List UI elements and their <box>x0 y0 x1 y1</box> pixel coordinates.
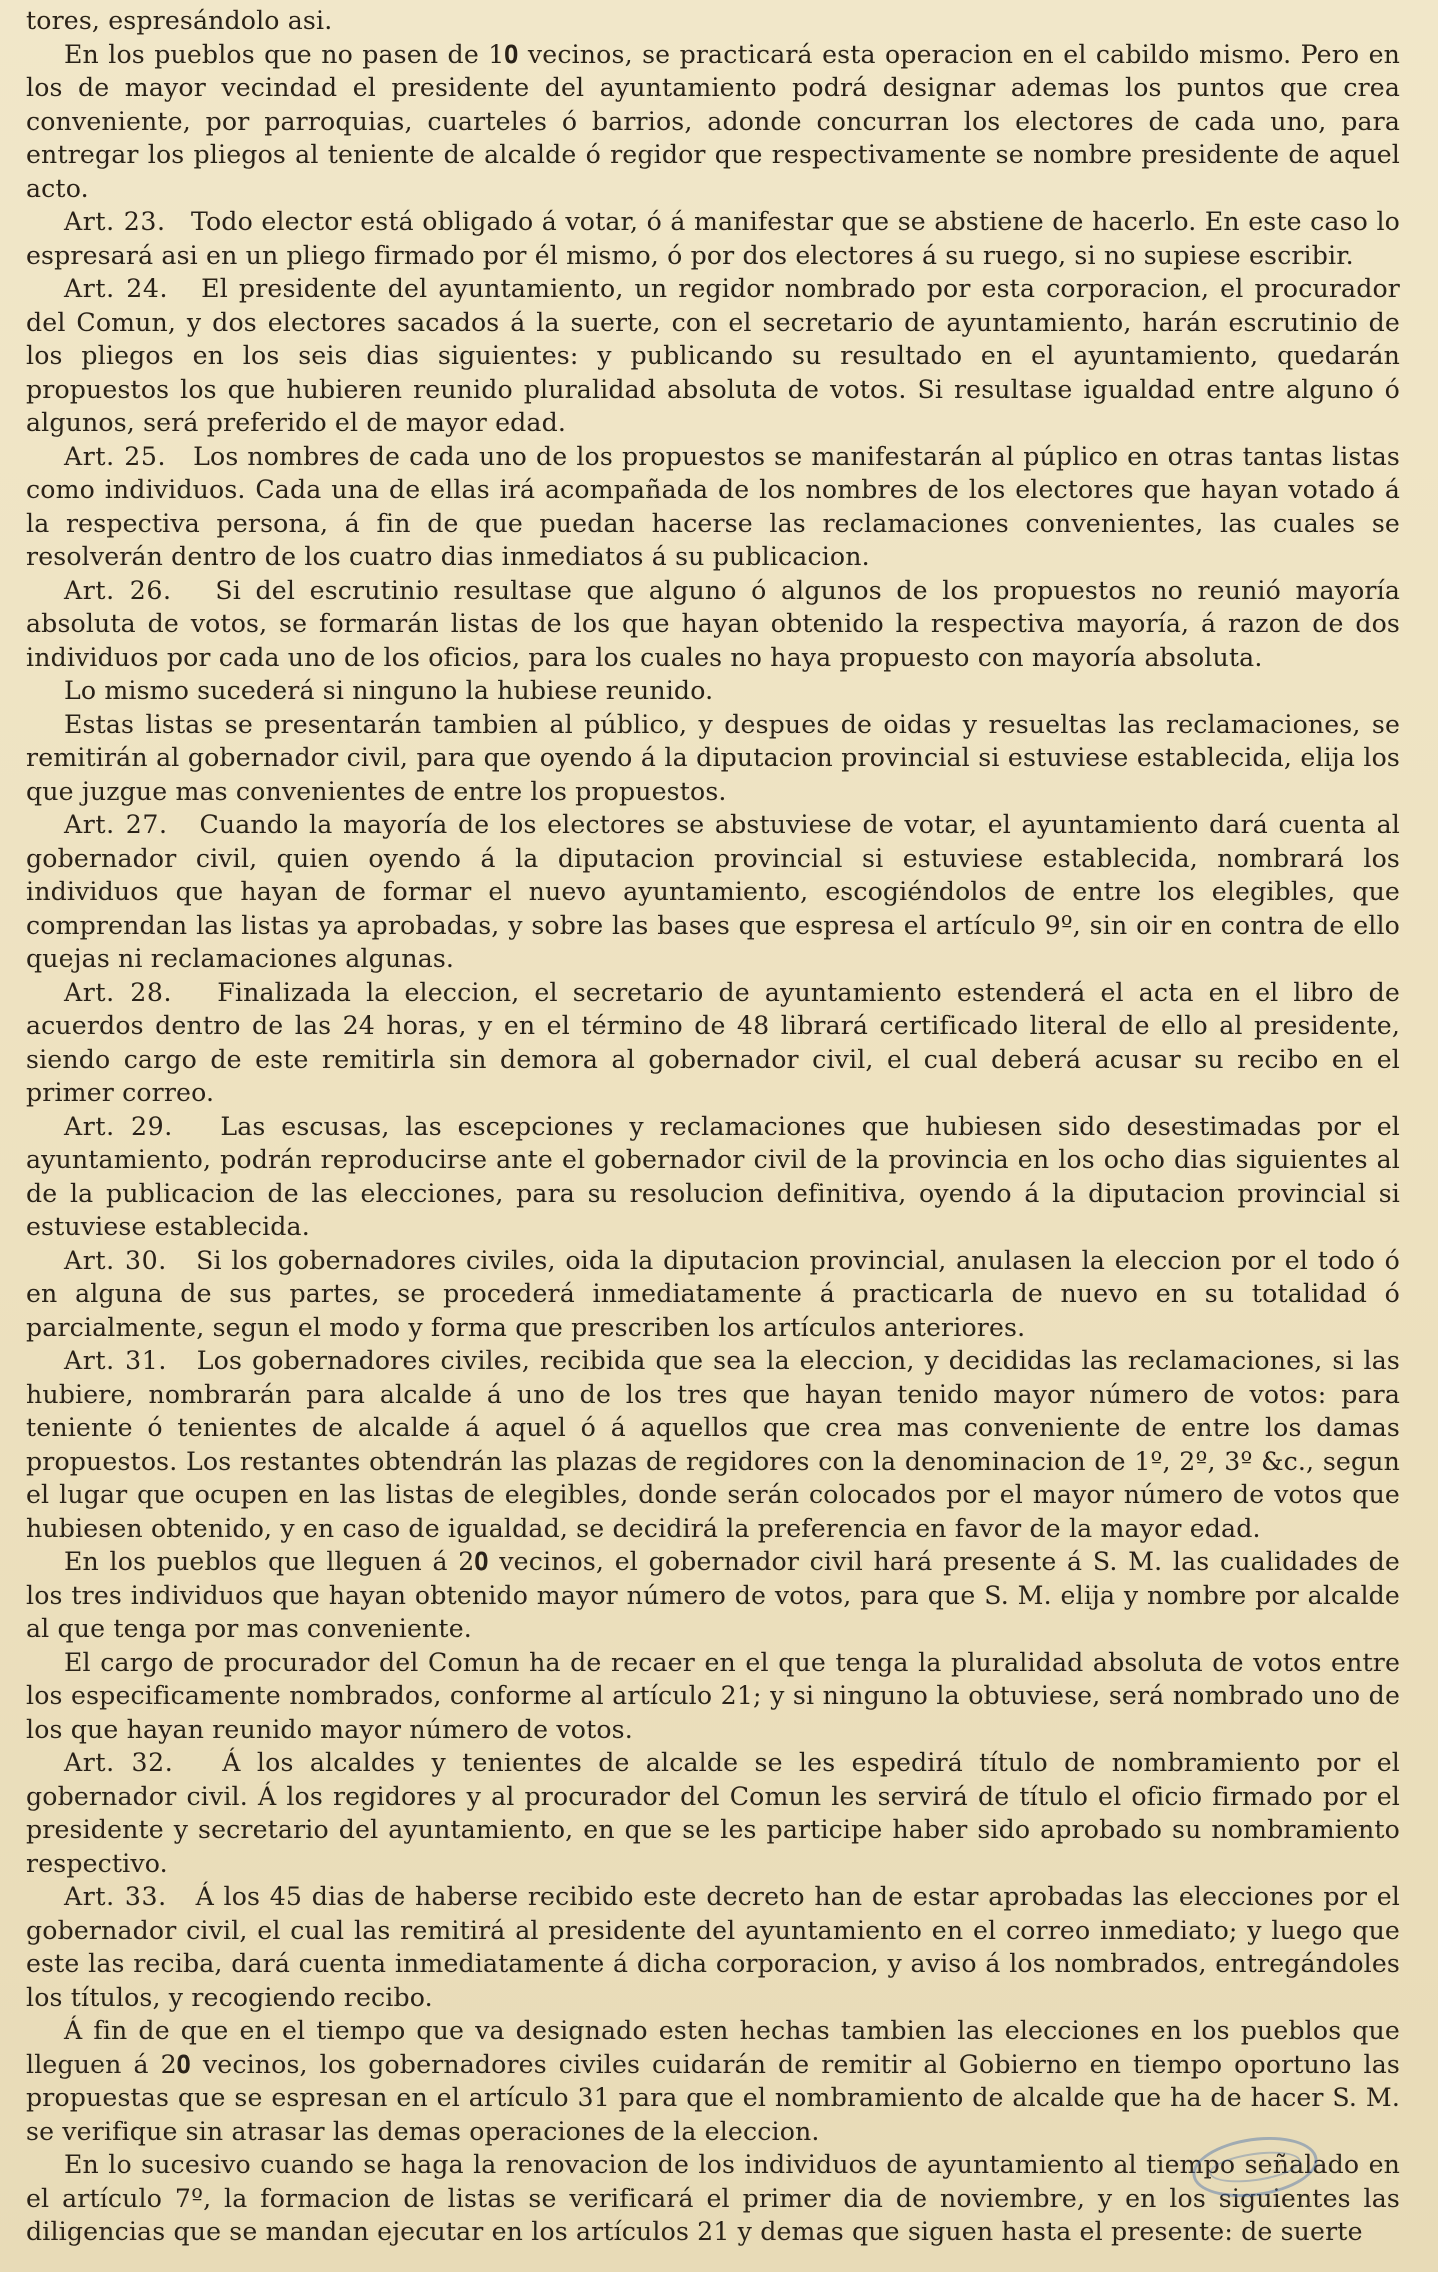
paragraph-text: tores, espresándolo asi. <box>26 6 333 35</box>
paragraph-text: El presidente del ayuntamiento, un regidor nombrado por esta corporacion, el procurador del Comun, y dos electores sacados á la suerte, con el secretario de ayuntamiento, harán escrutinio de los pliegos en los seis dias siguientes: y publicando su resultado en el ayuntamiento, quedarán propuestos los que hubieren reunido pluralidad absoluta de votos. Si resultase igualdad entre alguno ó algunos, será preferido el de mayor edad. <box>26 274 1400 437</box>
paragraph <box>26 708 1400 809</box>
paragraph <box>26 674 1400 708</box>
paragraph-text: Todo elector está obligado á votar, ó á manifestar que se abstiene de hacerlo. En este caso lo espresará asi en un pliego firmado por él mismo, ó por dos electores á su ruego, si no supiese escribir. <box>26 207 1400 270</box>
paragraph-text: Estas listas se presentarán tambien al público, y despues de oidas y resueltas las reclamaciones, se remitirán al gobernador civil, para que oyendo á la diputacion provincial si estuviese establecida, elija los que juzgue mas convenientes de entre los propuestos. <box>26 709 1400 806</box>
article-30 <box>26 1244 1400 1345</box>
article-23 <box>26 205 1400 272</box>
paragraph-text: Lo mismo sucederá si ninguno la hubiese reunido. <box>64 676 714 705</box>
paragraph-text: Á los alcaldes y tenientes de alcalde se les espedirá título de nombramiento por el gobernador civil. Á los regidores y al procurador del Comun les servirá de título el oficio firmado por el presidente y secretario del ayuntamiento, en que se les participe haber sido aprobado su nombramiento respectivo. <box>26 1748 1400 1878</box>
paragraph-text: En lo sucesivo cuando se haga la renovacion de los individuos de ayuntamiento al tiempo señalado en el artículo 7º, la formacion de listas se verificará el primer dia de noviembre, y en los siguientes las diligencias que se mandan ejecutar en los artículos 21 y demas que siguen hasta el presente: de suerte <box>26 2150 1400 2246</box>
paragraph <box>26 4 1400 38</box>
paragraph <box>26 38 1400 206</box>
paragraph-text: En los pueblos que no pasen de 1𝟎 vecinos, se practicará esta operacion en el cabildo mismo. Pero en los de mayor vecindad el presidente del ayuntamiento podrá designar ademas los puntos que crea conveniente, por parroquias, cuarteles ó barrios, adonde concurran los electores de cada uno, para entregar los pliegos al teniente de alcalde ó regidor que respectivamente se nombre presidente de aquel acto. <box>26 39 1400 203</box>
article-label: Art. 23. <box>64 207 166 236</box>
article-24 <box>26 272 1400 440</box>
article-label: Art. 30. <box>64 1245 167 1275</box>
paragraph-text: Las escusas, las escepciones y reclamaciones que hubiesen sido desestimadas por el ayuntamiento, podrán reproducirse ante el gobernador civil de la provincia en los ocho dias siguientes al de la publicacion de las elecciones, para su resolucion definitiva, oyendo á la diputacion provincial si estuviese establecida. <box>26 1111 1400 1241</box>
article-32 <box>26 1746 1400 1880</box>
article-25 <box>26 440 1400 574</box>
article-label: Art. 24. <box>64 274 169 303</box>
article-31 <box>26 1344 1400 1545</box>
paragraph-text: Si los gobernadores civiles, oida la diputacion provincial, anulasen la eleccion por el todo ó en alguna de sus partes, se procederá inmediatamente á practicarla de nuevo en su totalidad ó parcialmente, segun el modo y forma que prescriben los artículos anteriores. <box>26 1245 1400 1342</box>
paragraph-text: Los gobernadores civiles, recibida que sea la eleccion, y decididas las reclamaciones, si las hubiere, nombrarán para alcalde á uno de los tres que hayan tenido mayor número de votos: para teniente ó tenientes de alcalde á aquel ó á aquellos que crea mas conveniente de entre los damas propuestos. Los restantes obtendrán las plazas de regidores con la denominacion de 1º, 2º, 3º &c., segun el lugar que ocupen en las listas de elegibles, donde serán colocados por el mayor número de votos que hubiesen obtenido, y en caso de igualdad, se decidirá la preferencia en favor de la mayor edad. <box>26 1346 1400 1543</box>
paragraph-text: Si del escrutinio resultase que alguno ó algunos de los propuestos no reunió mayoría absoluta de votos, se formarán listas de los que hayan obtenido la respectiva mayoría, á razon de dos individuos por cada uno de los oficios, para los cuales no haya propuesto con mayoría absoluta. <box>26 575 1400 672</box>
paragraph <box>26 2148 1400 2249</box>
article-27 <box>26 808 1400 976</box>
article-label: Art. 33. <box>64 1882 167 1911</box>
article-label: Art. 29. <box>64 1111 173 1141</box>
paragraph-text: Cuando la mayoría de los electores se abstuviese de votar, el ayuntamiento dará cuenta al gobernador civil, quien oyendo á la diputacion provincial si estuviese establecida, nombrará los individuos que hayan de formar el nuevo ayuntamiento, escogiéndolos de entre los elegibles, que comprendan las listas ya aprobadas, y sobre las bases que espresa el artículo 9º, sin oir en contra de ello quejas ni reclamaciones algunas. <box>26 810 1400 973</box>
paragraph <box>26 2014 1400 2148</box>
paragraph-text: Á fin de que en el tiempo que va designado esten hechas tambien las elecciones en los pueblos que lleguen á 2𝟎 vecinos, los gobernadores civiles cuidarán de remitir al Gobierno en tiempo oportuno las propuestas que se espresan en el artículo 31 para que el nombramiento de alcalde que ha de hacer S. M. se verifique sin atrasar las demas operaciones de la eleccion. <box>26 2016 1400 2146</box>
paragraph-text: Finalizada la eleccion, el secretario de ayuntamiento estenderá el acta en el libro de acuerdos dentro de las 24 horas, y en el término de 48 librará certificado literal de ello al presidente, siendo cargo de este remitirla sin demora al gobernador civil, el cual deberá acusar su recibo en el primer correo. <box>26 977 1400 1107</box>
article-label: Art. 31. <box>64 1346 167 1375</box>
paragraph-text: El cargo de procurador del Comun ha de recaer en el que tenga la pluralidad absoluta de votos entre los especificamente nombrados, conforme al artículo 21; y si ninguno la obtuviese, será nombrado uno de los que hayan reunido mayor número de votos. <box>26 1647 1400 1744</box>
article-label: Art. 28. <box>64 977 173 1007</box>
article-label: Art. 26. <box>64 575 172 605</box>
article-label: Art. 25. <box>64 441 167 471</box>
paragraph <box>26 1646 1400 1747</box>
paragraph-text: Á los 45 dias de haberse recibido este decreto han de estar aprobadas las elecciones por el gobernador civil, el cual las remitirá al presidente del ayuntamiento en el correo inmediato; y luego que este las reciba, dará cuenta inmediatamente á dicha corporacion, y aviso á los nombrados, entregándoles los títulos, y recogiendo recibo. <box>26 1882 1400 2012</box>
article-29 <box>26 1110 1400 1244</box>
document-body <box>26 4 1400 2249</box>
article-28 <box>26 976 1400 1110</box>
paragraph <box>26 1545 1400 1646</box>
article-label: Art. 27. <box>64 810 168 839</box>
paragraph-text: En los pueblos que lleguen á 2𝟎 vecinos, el gobernador civil hará presente á S. M. las cualidades de los tres individuos que hayan obtenido mayor número de votos, para que S. M. elija y nombre por alcalde al que tenga por mas conveniente. <box>26 1547 1400 1643</box>
article-26 <box>26 574 1400 675</box>
paragraph-text: Los nombres de cada uno de los propuestos se manifestarán al púplico en otras tantas listas como individuos. Cada una de ellas irá acompañada de los nombres de los electores que hayan votado á la respectiva persona, á fin de que puedan hacerse las reclamaciones convenientes, las cuales se resolverán dentro de los cuatro dias inmediatos á su publicacion. <box>26 441 1400 571</box>
article-33 <box>26 1880 1400 2014</box>
article-label: Art. 32. <box>64 1748 174 1777</box>
